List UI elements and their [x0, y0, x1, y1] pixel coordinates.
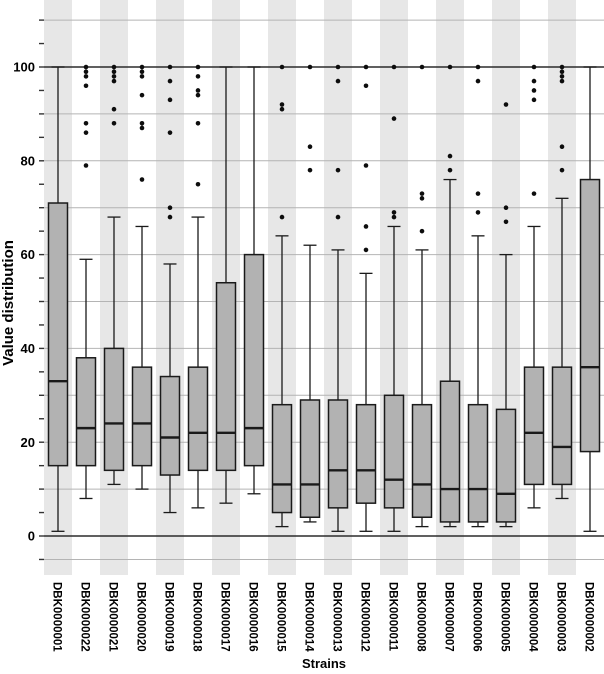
- iqr-box: [105, 348, 124, 470]
- outlier-dot: [196, 93, 201, 98]
- iqr-box: [217, 283, 236, 471]
- strain-label: DBK0000014: [302, 582, 315, 652]
- outlier-dot: [140, 121, 145, 126]
- outlier-dot: [308, 65, 313, 70]
- outlier-dot: [280, 107, 285, 112]
- outlier-dot: [112, 121, 117, 126]
- outlier-dot: [196, 182, 201, 187]
- outlier-dot: [420, 191, 425, 196]
- x-axis-title: Strains: [301, 656, 347, 671]
- outlier-dot: [168, 79, 173, 84]
- outlier-dot: [560, 65, 565, 70]
- outlier-dot: [112, 74, 117, 79]
- outlier-dot: [84, 69, 89, 74]
- strain-label: DBK0000018: [190, 582, 203, 652]
- iqr-box: [245, 255, 264, 466]
- outlier-dot: [112, 65, 117, 70]
- strain-label: DBK0000002: [582, 582, 595, 652]
- outlier-dot: [140, 177, 145, 182]
- outlier-dot: [364, 224, 369, 229]
- outlier-dot: [532, 79, 537, 84]
- iqr-box: [189, 367, 208, 470]
- strain-label: DBK0000015: [274, 582, 287, 652]
- outlier-dot: [196, 121, 201, 126]
- iqr-box: [329, 400, 348, 508]
- outlier-dot: [392, 116, 397, 121]
- iqr-box: [133, 367, 152, 465]
- strain-label: DBK0000001: [50, 582, 63, 652]
- y-tick-label: 60: [20, 247, 35, 263]
- outlier-dot: [168, 65, 173, 70]
- iqr-box: [497, 409, 516, 522]
- iqr-box: [77, 358, 96, 466]
- outlier-dot: [84, 121, 89, 126]
- outlier-dot: [168, 205, 173, 210]
- iqr-box: [385, 395, 404, 508]
- outlier-dot: [280, 215, 285, 220]
- y-tick-label: 80: [20, 153, 35, 169]
- outlier-dot: [364, 83, 369, 88]
- outlier-dot: [420, 65, 425, 70]
- iqr-box: [301, 400, 320, 517]
- outlier-dot: [504, 219, 509, 224]
- outlier-dot: [392, 65, 397, 70]
- outlier-dot: [364, 248, 369, 253]
- outlier-dot: [84, 163, 89, 168]
- outlier-dot: [168, 98, 173, 103]
- outlier-dot: [336, 79, 341, 84]
- outlier-dot: [196, 74, 201, 79]
- outlier-dot: [336, 168, 341, 173]
- iqr-box: [441, 381, 460, 522]
- strain-label: DBK0000008: [414, 582, 427, 652]
- outlier-dot: [84, 74, 89, 79]
- outlier-dot: [280, 65, 285, 70]
- outlier-dot: [532, 98, 537, 103]
- strain-label: DBK0000005: [498, 582, 511, 652]
- strain-label: DBK0000021: [106, 582, 119, 652]
- outlier-dot: [560, 79, 565, 84]
- outlier-dot: [140, 69, 145, 74]
- outlier-dot: [196, 65, 201, 70]
- outlier-dot: [84, 83, 89, 88]
- y-axis-title: Value distribution: [0, 240, 17, 366]
- outlier-dot: [476, 191, 481, 196]
- strain-label: DBK0000006: [470, 582, 483, 652]
- strain-label: DBK0000016: [246, 582, 259, 652]
- outlier-dot: [140, 65, 145, 70]
- outlier-dot: [476, 65, 481, 70]
- iqr-box: [357, 405, 376, 503]
- outlier-dot: [560, 69, 565, 74]
- strain-label: DBK0000020: [134, 582, 147, 652]
- outlier-dot: [560, 168, 565, 173]
- outlier-dot: [448, 154, 453, 159]
- x-axis-labels: [51, 582, 595, 652]
- strain-label: DBK0000013: [330, 582, 343, 652]
- iqr-box: [581, 180, 600, 452]
- outlier-dot: [140, 126, 145, 131]
- strain-label: DBK0000017: [218, 582, 231, 652]
- outlier-dot: [420, 229, 425, 234]
- outlier-dot: [560, 144, 565, 149]
- iqr-box: [273, 405, 292, 513]
- strain-label: DBK0000012: [358, 582, 371, 652]
- iqr-box: [161, 377, 180, 475]
- iqr-box: [553, 367, 572, 484]
- y-tick-label: 0: [27, 528, 35, 544]
- iqr-box: [525, 367, 544, 484]
- outlier-dot: [84, 65, 89, 70]
- outlier-dot: [112, 107, 117, 112]
- outlier-dot: [140, 93, 145, 98]
- outlier-dot: [420, 196, 425, 201]
- outlier-dot: [140, 74, 145, 79]
- strain-label: DBK0000011: [386, 582, 399, 652]
- strain-label: DBK0000022: [78, 582, 91, 652]
- outlier-dot: [308, 168, 313, 173]
- strain-label: DBK0000003: [554, 582, 567, 652]
- outlier-dot: [168, 130, 173, 135]
- iqr-box: [49, 203, 68, 466]
- y-axis-ticks: [39, 20, 44, 559]
- outlier-dot: [532, 88, 537, 93]
- outlier-dot: [504, 102, 509, 107]
- outlier-dot: [392, 215, 397, 220]
- outlier-dot: [392, 210, 397, 215]
- outlier-dot: [476, 79, 481, 84]
- outlier-dot: [504, 205, 509, 210]
- outlier-dot: [364, 65, 369, 70]
- iqr-box: [413, 405, 432, 518]
- outlier-dot: [532, 65, 537, 70]
- outlier-dot: [476, 210, 481, 215]
- outlier-dot: [280, 102, 285, 107]
- outlier-dot: [364, 163, 369, 168]
- outlier-dot: [84, 130, 89, 135]
- y-tick-label: 20: [20, 434, 35, 450]
- outlier-dot: [336, 65, 341, 70]
- y-tick-label: 100: [13, 59, 35, 75]
- strain-label: DBK0000007: [442, 582, 455, 652]
- outlier-dot: [448, 168, 453, 173]
- strain-label: DBK0000019: [162, 582, 175, 652]
- outlier-dot: [560, 74, 565, 79]
- outlier-dot: [532, 191, 537, 196]
- outlier-dot: [196, 88, 201, 93]
- y-tick-label: 40: [20, 341, 35, 356]
- iqr-box: [469, 405, 488, 522]
- outlier-dot: [112, 79, 117, 84]
- outlier-dot: [112, 69, 117, 74]
- strain-label: DBK0000004: [526, 582, 539, 652]
- outlier-dot: [448, 65, 453, 70]
- outlier-dot: [308, 144, 313, 149]
- outlier-dot: [336, 215, 341, 220]
- outlier-dot: [168, 215, 173, 220]
